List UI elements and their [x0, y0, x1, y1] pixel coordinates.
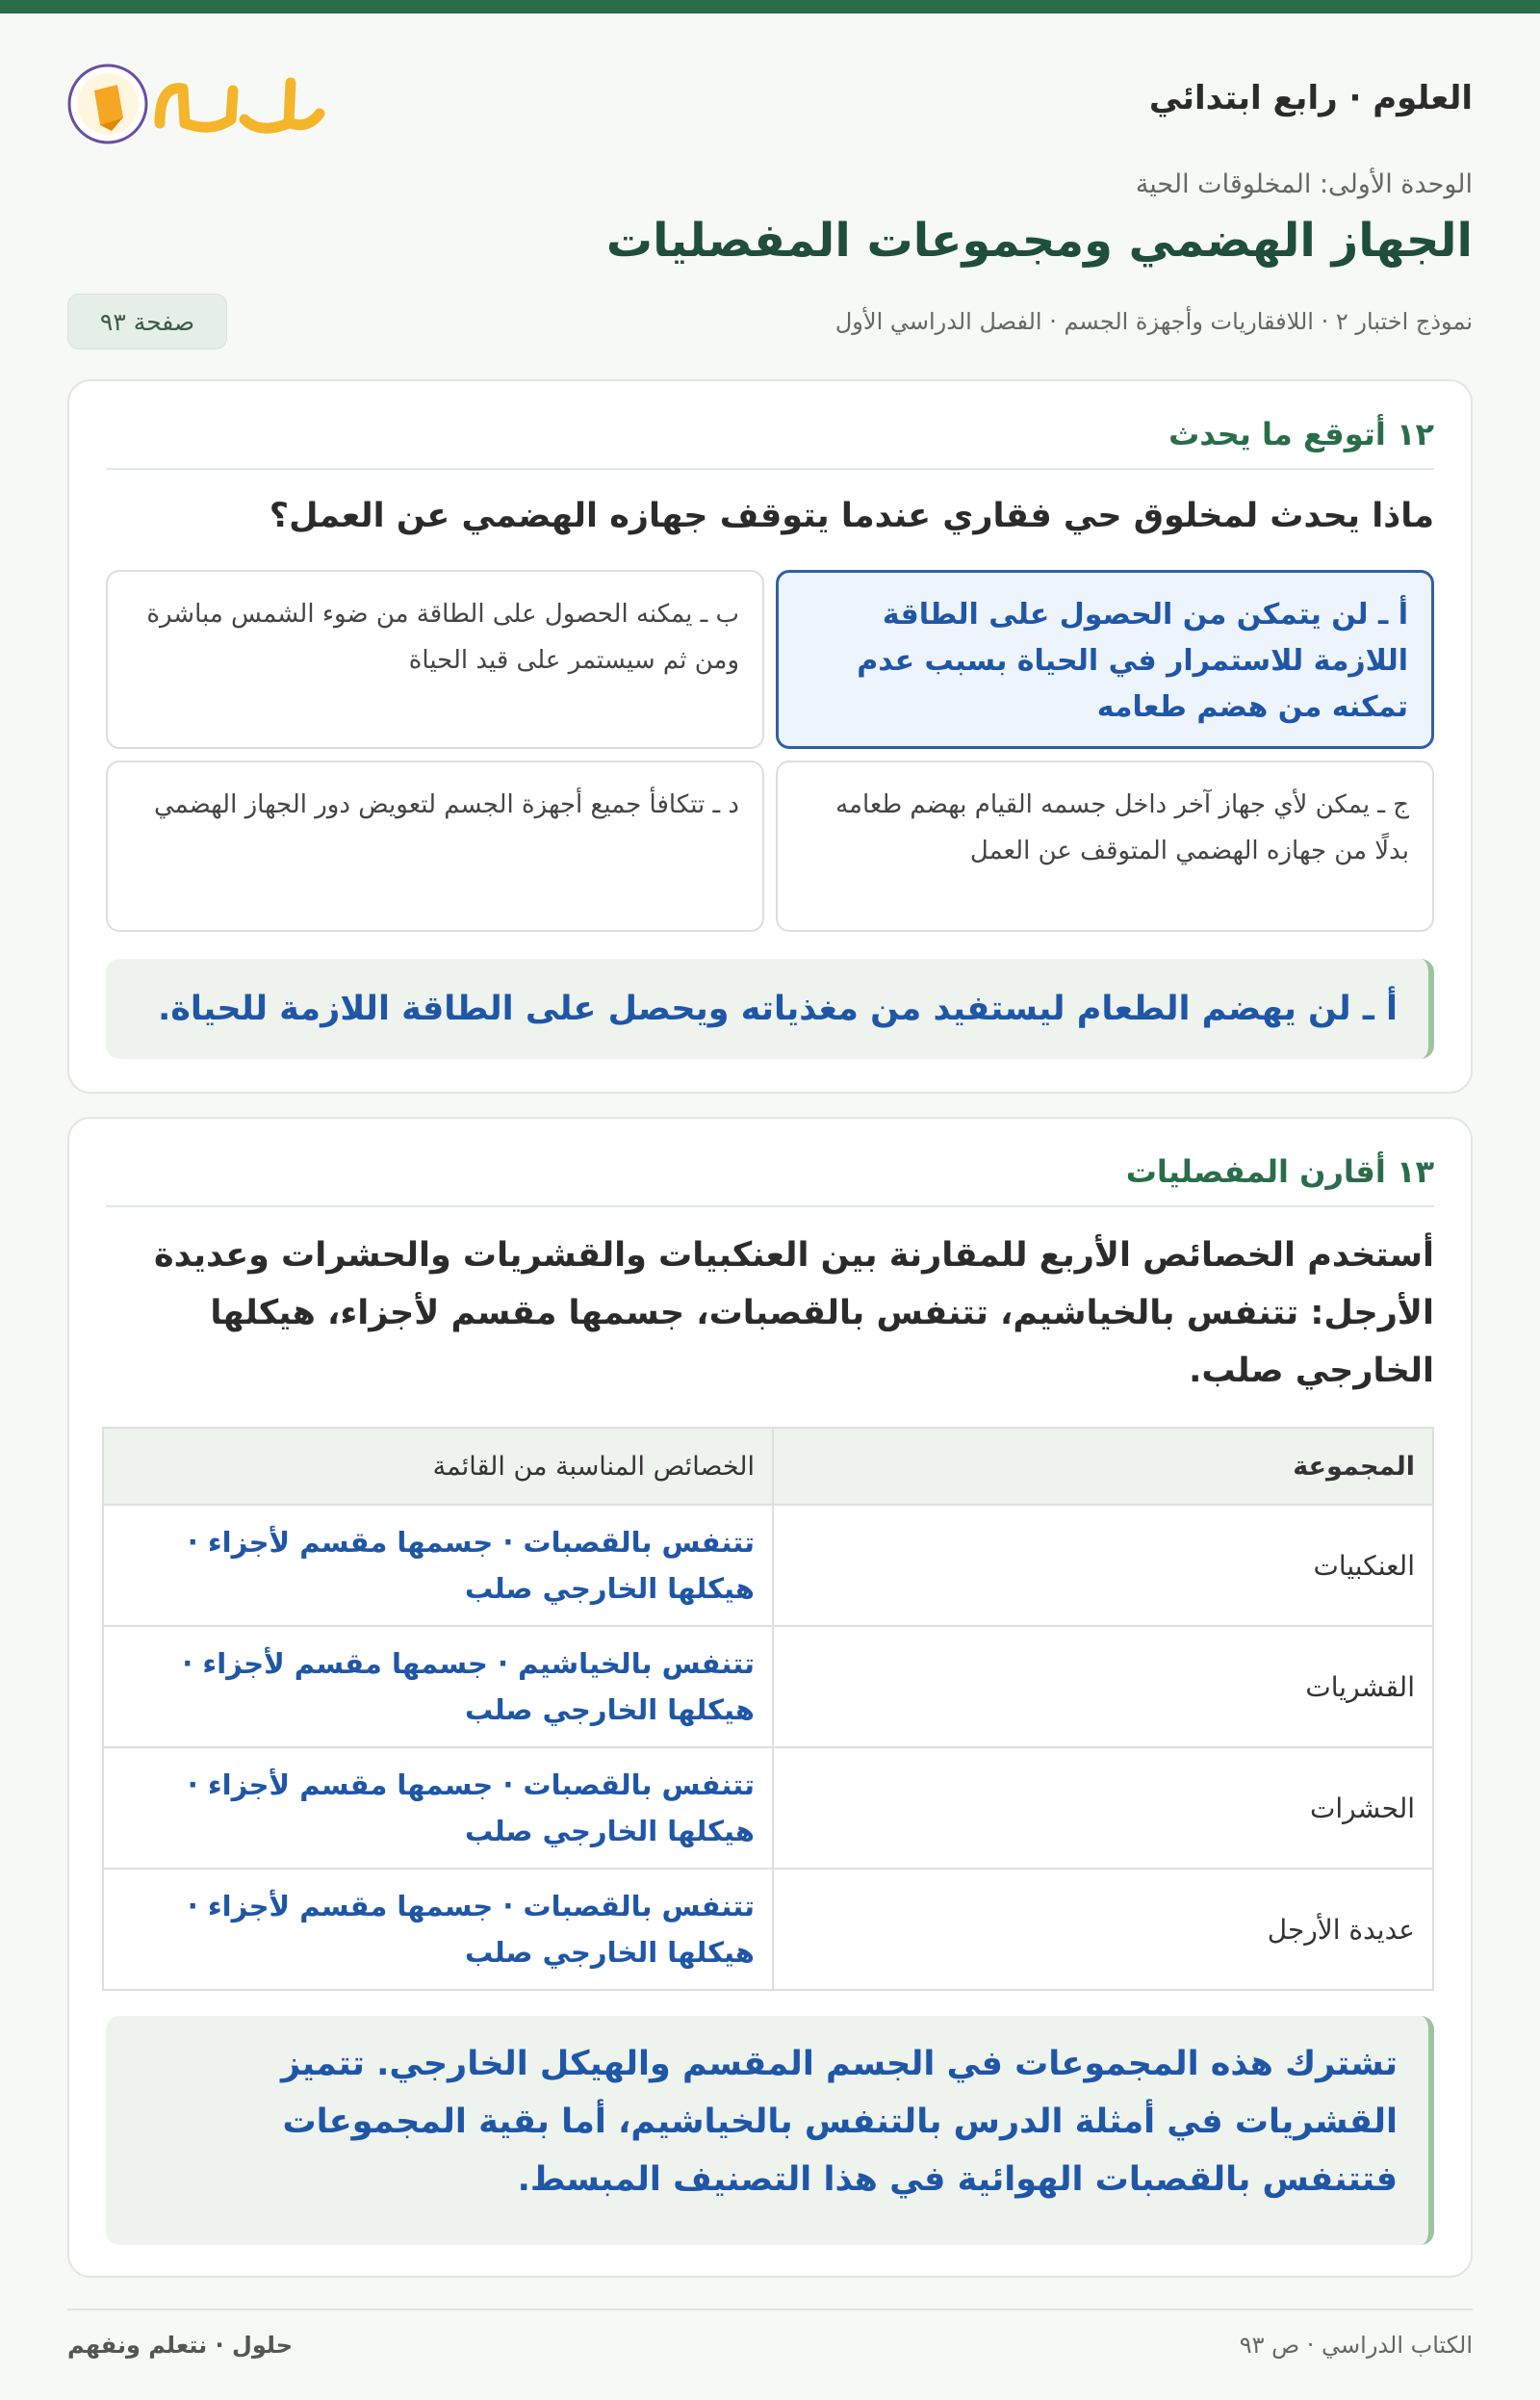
question-13-heading: ١٣ أقارن المفصليات — [1125, 1153, 1434, 1190]
top-accent-bar — [0, 0, 1540, 13]
question-12-card — [67, 379, 1473, 1094]
subject-title: العلوم · رابع ابتدائي — [1148, 79, 1473, 117]
table-header-row — [103, 1428, 1433, 1505]
group-cell: العنكبيات — [773, 1505, 1433, 1626]
group-cell: عديدة الأرجل — [773, 1869, 1433, 1990]
option-a-selected[interactable]: أ ـ لن يتمكن من الحصول على الطاقة اللازمة للاستمرار في الحياة بسبب عدم تمكنه من هضم طعامه — [776, 570, 1434, 749]
table-row — [103, 1747, 1433, 1869]
hulul-logo — [67, 56, 327, 152]
header-group: المجموعة — [773, 1428, 1433, 1505]
group-cell: القشريات — [773, 1626, 1433, 1747]
question-13-header — [106, 1153, 1434, 1207]
table-row — [103, 1869, 1433, 1990]
question-12-answer — [106, 959, 1434, 1059]
option-b[interactable]: ب ـ يمكنه الحصول على الطاقة من ضوء الشمس مباشرة ومن ثم سيستمر على قيد الحياة — [106, 570, 764, 749]
lesson-title: الجهاز الهضمي ومجموعات المفصليات — [605, 214, 1473, 268]
traits-cell: تتنفس بالقصبات · جسمها مقسم لأجزاء · هيكلها الخارجي صلب — [103, 1869, 773, 1990]
traits-cell: تتنفس بالقصبات · جسمها مقسم لأجزاء · هيكلها الخارجي صلب — [103, 1505, 773, 1626]
arthropods-table — [102, 1427, 1434, 1991]
traits-cell: تتنفس بالقصبات · جسمها مقسم لأجزاء · هيكلها الخارجي صلب — [103, 1747, 773, 1869]
footer-brand: حلول · نتعلم ونفهم — [67, 2332, 293, 2359]
traits-cell: تتنفس بالخياشيم · جسمها مقسم لأجزاء · هيكلها الخارجي صلب — [103, 1626, 773, 1747]
group-cell: الحشرات — [773, 1747, 1433, 1869]
question-12-header — [106, 416, 1434, 470]
footer-book-ref: الكتاب الدراسي · ص ٩٣ — [1239, 2332, 1473, 2359]
question-12-text: ماذا يحدث لمخلوق حي فقاري عندما يتوقف جهازه الهضمي عن العمل؟ — [269, 497, 1434, 535]
option-d[interactable]: د ـ تتكافأ جميع أجهزة الجسم لتعويض دور الجهاز الهضمي — [106, 761, 764, 932]
table-row — [103, 1626, 1433, 1747]
unit-label: الوحدة الأولى: المخلوقات الحية — [1135, 169, 1473, 199]
page-badge: صفحة ٩٣ — [67, 294, 227, 349]
header-traits: الخصائص المناسبة من القائمة — [103, 1428, 773, 1505]
footer-divider — [67, 2309, 1473, 2310]
lesson-meta: نموذج اختبار ٢ · اللافقاريات وأجهزة الجسم · الفصل الدراسي الأول — [834, 308, 1473, 335]
question-13-card — [67, 1117, 1473, 2278]
question-13-text: أستخدم الخصائص الأربع للمقارنة بين العنكبيات والقشريات والحشرات وعديدة الأرجل: تتنفس بالخياشيم، تتنفس بالقصبات، جسمها مقسم لأجزاء، هيكلها الخارجي صلب. — [153, 1236, 1434, 1390]
question-12-heading: ١٢ أتوقع ما يحدث — [1168, 416, 1434, 452]
page-header — [67, 56, 1473, 152]
question-13-answer: تشترك هذه المجموعات في الجسم المقسم والهيكل الخارجي. تتميز القشريات في أمثلة الدرس بالتنفس بالخياشيم، أما بقية المجموعات فتتنفس بالقصبات الهوائية في هذا التصنيف المبسط. — [106, 2016, 1434, 2245]
table-row — [103, 1505, 1433, 1626]
answer-text: أ ـ لن يهضم الطعام ليستفيد من مغذياته ويحصل على الطاقة اللازمة للحياة. — [157, 990, 1398, 1028]
option-c[interactable]: ج ـ يمكن لأي جهاز آخر داخل جسمه القيام بهضم طعامه بدلًا من جهازه الهضمي المتوقف عن العمل — [776, 761, 1434, 932]
